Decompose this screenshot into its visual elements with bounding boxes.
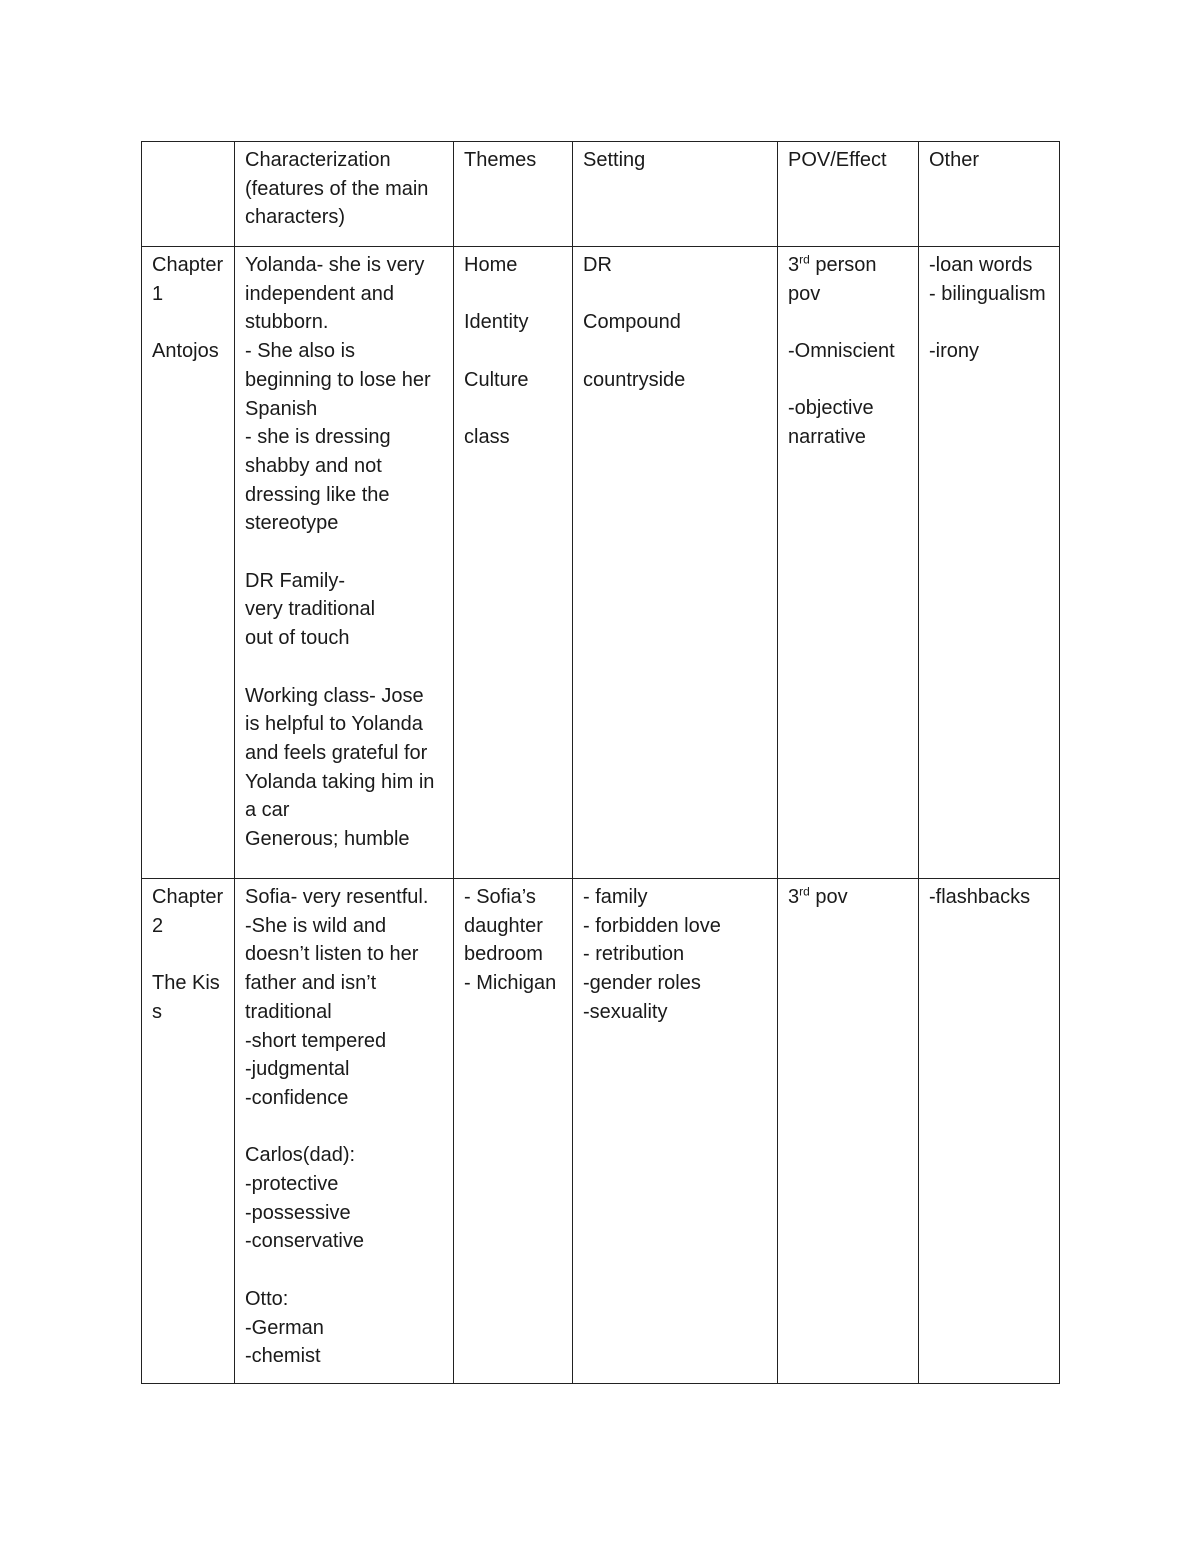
cell-line: Compound xyxy=(583,311,681,334)
cell-line: very traditional xyxy=(245,598,376,621)
other-cell xyxy=(919,879,1060,1384)
cell-line: DR xyxy=(583,254,612,276)
characterization-cell xyxy=(235,247,454,879)
cell-line: -loan words xyxy=(929,254,1033,276)
header-other: Other xyxy=(919,142,1060,247)
pov-first-line xyxy=(788,883,908,912)
cell-line: -possessive xyxy=(245,1201,351,1224)
cell-line: Culture xyxy=(464,368,529,391)
cell-line xyxy=(788,308,908,337)
notes-table xyxy=(141,141,1060,1384)
cell-line: class xyxy=(464,426,510,449)
cell-line: Sofia- very resentful. xyxy=(245,886,429,908)
cell-line: - She also is beginning to lose her Spanish xyxy=(245,340,437,420)
cell-line: DR Family- xyxy=(245,569,345,592)
cell-line xyxy=(464,280,562,309)
cell-line: - bilingualism xyxy=(929,282,1046,305)
cell-line: Working class- Jose is helpful to Yolanda and feels grateful for Yolanda taking him in a car xyxy=(245,684,440,822)
cell-line xyxy=(245,538,443,567)
header-pov-effect: POV/Effect xyxy=(778,142,919,247)
pov-lines xyxy=(788,308,908,451)
cell-line: -short tempered xyxy=(245,1029,387,1052)
cell-line: -irony xyxy=(929,340,980,363)
pov-cell xyxy=(778,879,919,1384)
cell-line: - retribution xyxy=(583,943,685,966)
pov-ordinal: 3 xyxy=(788,254,800,276)
pov-first-rest: person pov xyxy=(788,254,883,305)
setting-cell xyxy=(573,247,778,879)
header-themes: Themes xyxy=(454,142,573,247)
pov-first-line xyxy=(788,251,908,308)
cell-line: -chemist xyxy=(245,1345,321,1368)
cell-line xyxy=(464,337,562,366)
cell-line xyxy=(788,366,908,395)
cell-line: -conservative xyxy=(245,1230,364,1253)
pov-ordinal: 3 xyxy=(788,886,800,908)
cell-line: -objective narrative xyxy=(788,397,880,449)
pov-first-rest: pov xyxy=(809,886,848,908)
cell-line: Identity xyxy=(464,311,529,334)
cell-line: -confidence xyxy=(245,1086,349,1109)
cell-line: - family xyxy=(583,886,648,908)
cell-line xyxy=(583,280,767,309)
cell-line: Yolanda- she is very independent and stubborn. xyxy=(245,254,430,334)
cell-line xyxy=(245,653,443,682)
cell-line: Home xyxy=(464,254,518,276)
cell-line: -She is wild and doesn’t listen to her father and isn’t traditional xyxy=(245,914,424,1023)
cell-line xyxy=(929,308,1049,337)
header-chapter-cell xyxy=(142,142,235,247)
themes-cell xyxy=(454,879,573,1384)
pov-cell xyxy=(778,247,919,879)
table-row xyxy=(142,247,1060,879)
cell-line: -protective xyxy=(245,1173,339,1196)
chapter-title: Antojos xyxy=(152,340,219,363)
cell-line: Generous; humble xyxy=(245,828,410,851)
cell-line xyxy=(464,394,562,423)
setting-cell xyxy=(573,879,778,1384)
themes-cell xyxy=(454,247,573,879)
cell-line: Carlos(dad): xyxy=(245,1144,356,1167)
cell-line xyxy=(583,337,767,366)
cell-line: -sexuality xyxy=(583,1000,668,1023)
cell-line: - she is dressing shabby and not dressing like the stereotype xyxy=(245,426,397,535)
cell-line: -Omniscient xyxy=(788,340,895,363)
cell-line: Otto: xyxy=(245,1287,289,1310)
cell-line: -flashbacks xyxy=(929,886,1031,908)
pov-ordinal-suffix: rd xyxy=(799,252,810,267)
table-header-row xyxy=(142,142,1060,247)
characterization-cell xyxy=(235,879,454,1384)
chapter-title: The Kiss xyxy=(152,972,220,1023)
chapter-cell xyxy=(142,247,235,879)
pov-ordinal-suffix: rd xyxy=(799,884,810,899)
cell-line xyxy=(245,1256,443,1285)
cell-line: -gender roles xyxy=(583,972,701,995)
table-row xyxy=(142,879,1060,1384)
cell-line: - forbidden love xyxy=(583,914,721,937)
header-characterization: Characterization (features of the main characters) xyxy=(235,142,454,247)
header-setting: Setting xyxy=(573,142,778,247)
other-cell xyxy=(919,247,1060,879)
cell-line: - Sofia’s daughter bedroom xyxy=(464,886,549,966)
cell-line xyxy=(245,1113,443,1142)
chapter-cell xyxy=(142,879,235,1384)
cell-line: out of touch xyxy=(245,627,350,650)
chapter-number: Chapter 1 xyxy=(152,254,229,305)
cell-line: countryside xyxy=(583,368,686,391)
cell-line: -German xyxy=(245,1316,324,1339)
cell-line: - Michigan xyxy=(464,972,557,995)
chapter-number: Chapter 2 xyxy=(152,886,229,937)
cell-line: -judgmental xyxy=(245,1058,350,1081)
